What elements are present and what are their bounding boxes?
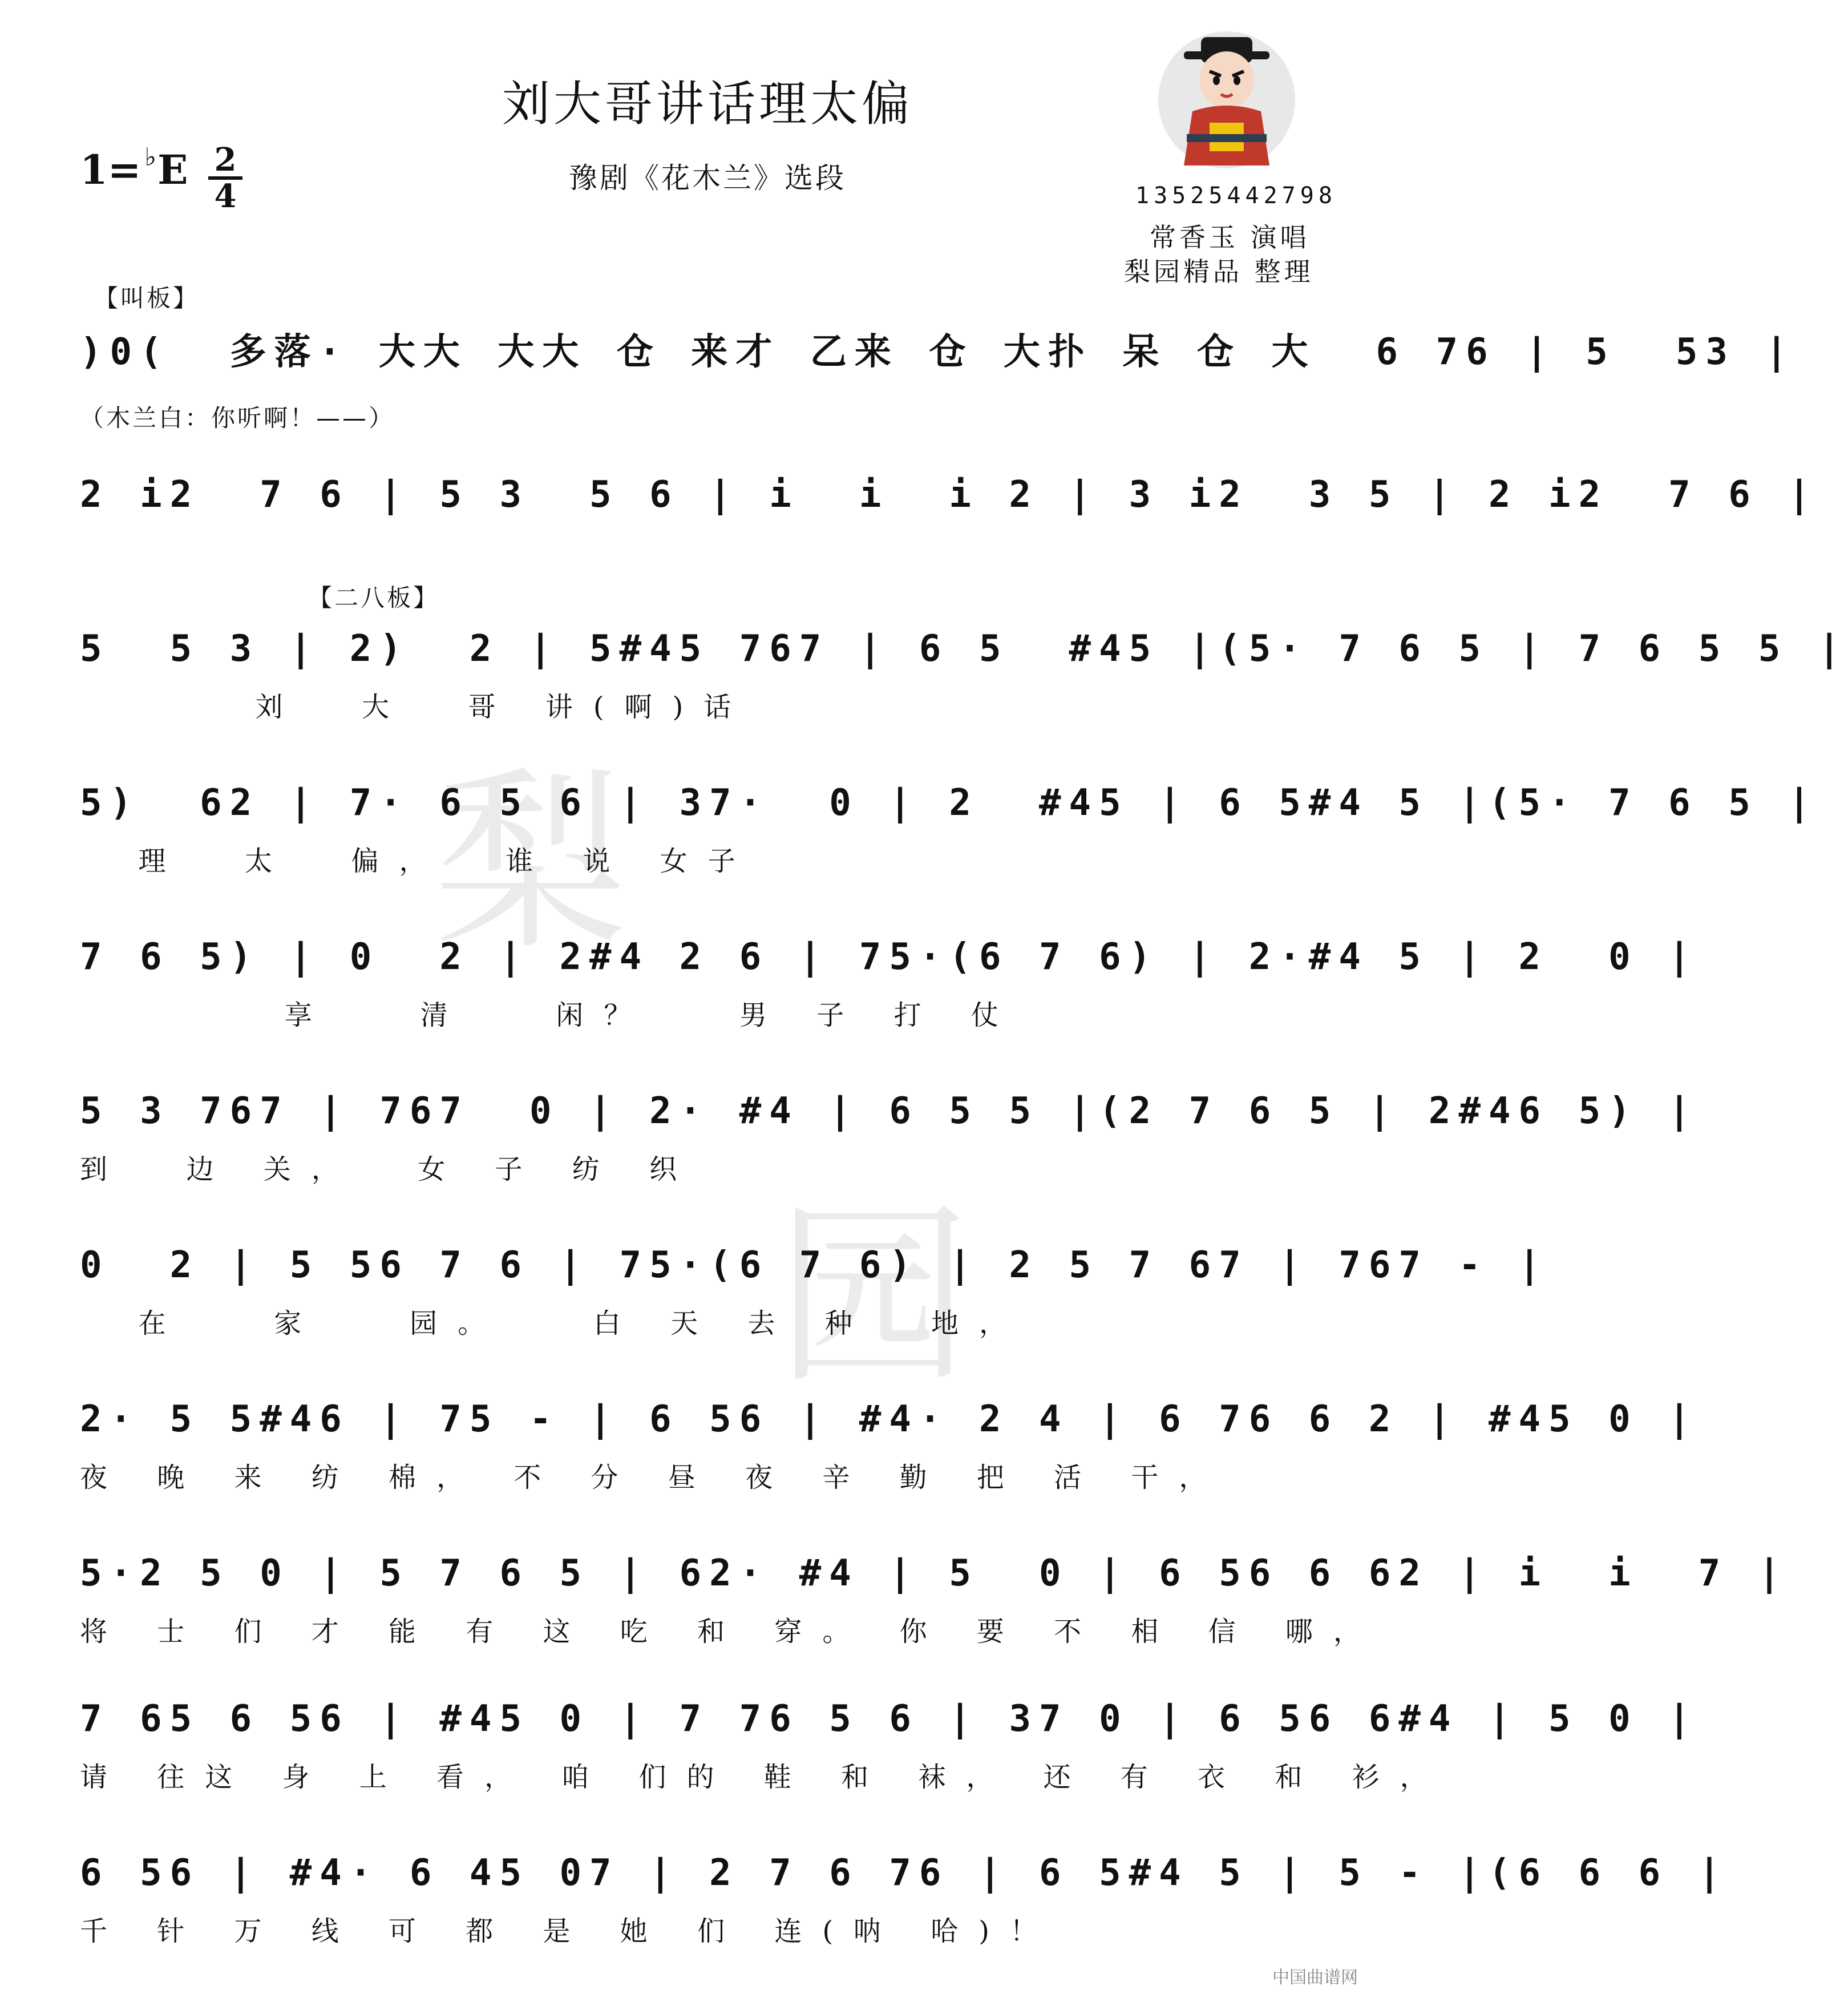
banner-jiaoban: 【叫板】 — [94, 284, 200, 312]
notation-line: 6 56 | #4· 6 45 07 | 2 7 6 76 | 6 5#4 5 | 5 - |(6 6 6 | — [80, 1852, 1729, 1894]
lyric-line: 千 针 万 线 可 都 是 她 们 连(呐 哈)！ — [80, 1915, 1058, 1947]
singer-credit: 常香玉 演唱 — [1150, 222, 1310, 253]
notation-line: 7 6 5) | 0 2 | 2#4 2 6 | 75·(6 7 6) | 2·#4 5 | 2 0 | — [80, 936, 1699, 978]
notation-line: 5 5 3 | 2) 2 | 5#45 767 | 6 5 #45 |(5· 7 6 5 | 7 6 5 5 | — [80, 628, 1848, 670]
notation-line: 5·2 5 0 | 5 7 6 5 | 62· #4 | 5 0 | 6 56 6 62 | i i 7 | — [80, 1552, 1789, 1595]
lyric-line: 将 士 们 才 能 有 这 吃 和 穿。 你 要 不 相 信 哪， — [80, 1616, 1381, 1648]
lyric-line: 理 太 偏， 谁 说 女子 — [80, 845, 756, 877]
lyric-line: 请 往这 身 上 看， 咱 们的 鞋 和 袜， 还 有 衣 和 衫， — [80, 1761, 1448, 1793]
key-note: E — [157, 146, 188, 193]
subtitle: 豫剧《花木兰》选段 — [569, 162, 846, 195]
banner-erbaban: 【二八板】 — [308, 584, 440, 612]
opera-figure-icon — [1153, 26, 1301, 174]
watermark-yuan: 园 — [776, 1184, 970, 1410]
meter-top: 2 — [214, 141, 237, 179]
flat-symbol: ♭ — [144, 143, 157, 172]
lyric-line: 到 边 关， 女 子 纺 织 — [80, 1153, 698, 1185]
meter-bottom: 4 — [214, 177, 237, 215]
notation-line: )0( 多落· 大大 大大 仓 来才 乙来 仓 大扑 呆 仓 大 6 76 | 5 53 | — [80, 331, 1796, 373]
arranger-credit: 梨园精品 整理 — [1124, 256, 1314, 287]
site-logo: 中国曲谱网 — [1272, 1968, 1358, 1988]
notation-line: 2· 5 5#46 | 75 - | 6 56 | #4· 2 4 | 6 76 6 2 | #45 0 | — [80, 1398, 1699, 1440]
lyric-line: 享 清 闲？ 男 子 打 仗 — [80, 999, 1019, 1031]
lyric-line: 刘 大 哥 讲(啊)话 — [80, 691, 752, 723]
key-prefix: 1= — [80, 146, 141, 193]
notation-line: 5) 62 | 7· 6 5 6 | 37· 0 | 2 #45 | 6 5#4 5 |(5· 7 6 5 | — [80, 782, 1818, 824]
notation-line: 2 i2 7 6 | 5 3 5 6 | i i i 2 | 3 i2 3 5 | 2 i2 7 6 | — [80, 474, 1818, 516]
notation-line: 5 3 767 | 767 0 | 2· #4 | 6 5 5 |(2 7 6 5 | 2#46 5) | — [80, 1090, 1699, 1132]
spoken-line: （木兰白：你听啊！——） — [80, 404, 395, 432]
lyric-line: 在 家 园。 白 天 去 种 地， — [80, 1307, 1028, 1339]
page-title: 刘大哥讲话理太偏 — [502, 76, 913, 132]
notation-line: 0 2 | 5 56 7 6 | 75·(6 7 6) | 2 5 7 67 | 767 - | — [80, 1244, 1549, 1286]
phone-number: 13525442798 — [1135, 183, 1337, 209]
watermark-li: 梨 — [434, 750, 628, 976]
notation-line: 7 65 6 56 | #45 0 | 7 76 5 6 | 37 0 | 6 56 6#4 | 5 0 | — [80, 1698, 1699, 1740]
lyric-line: 夜 晚 来 纺 棉， 不 分 昼 夜 辛 勤 把 活 干， — [80, 1462, 1227, 1494]
